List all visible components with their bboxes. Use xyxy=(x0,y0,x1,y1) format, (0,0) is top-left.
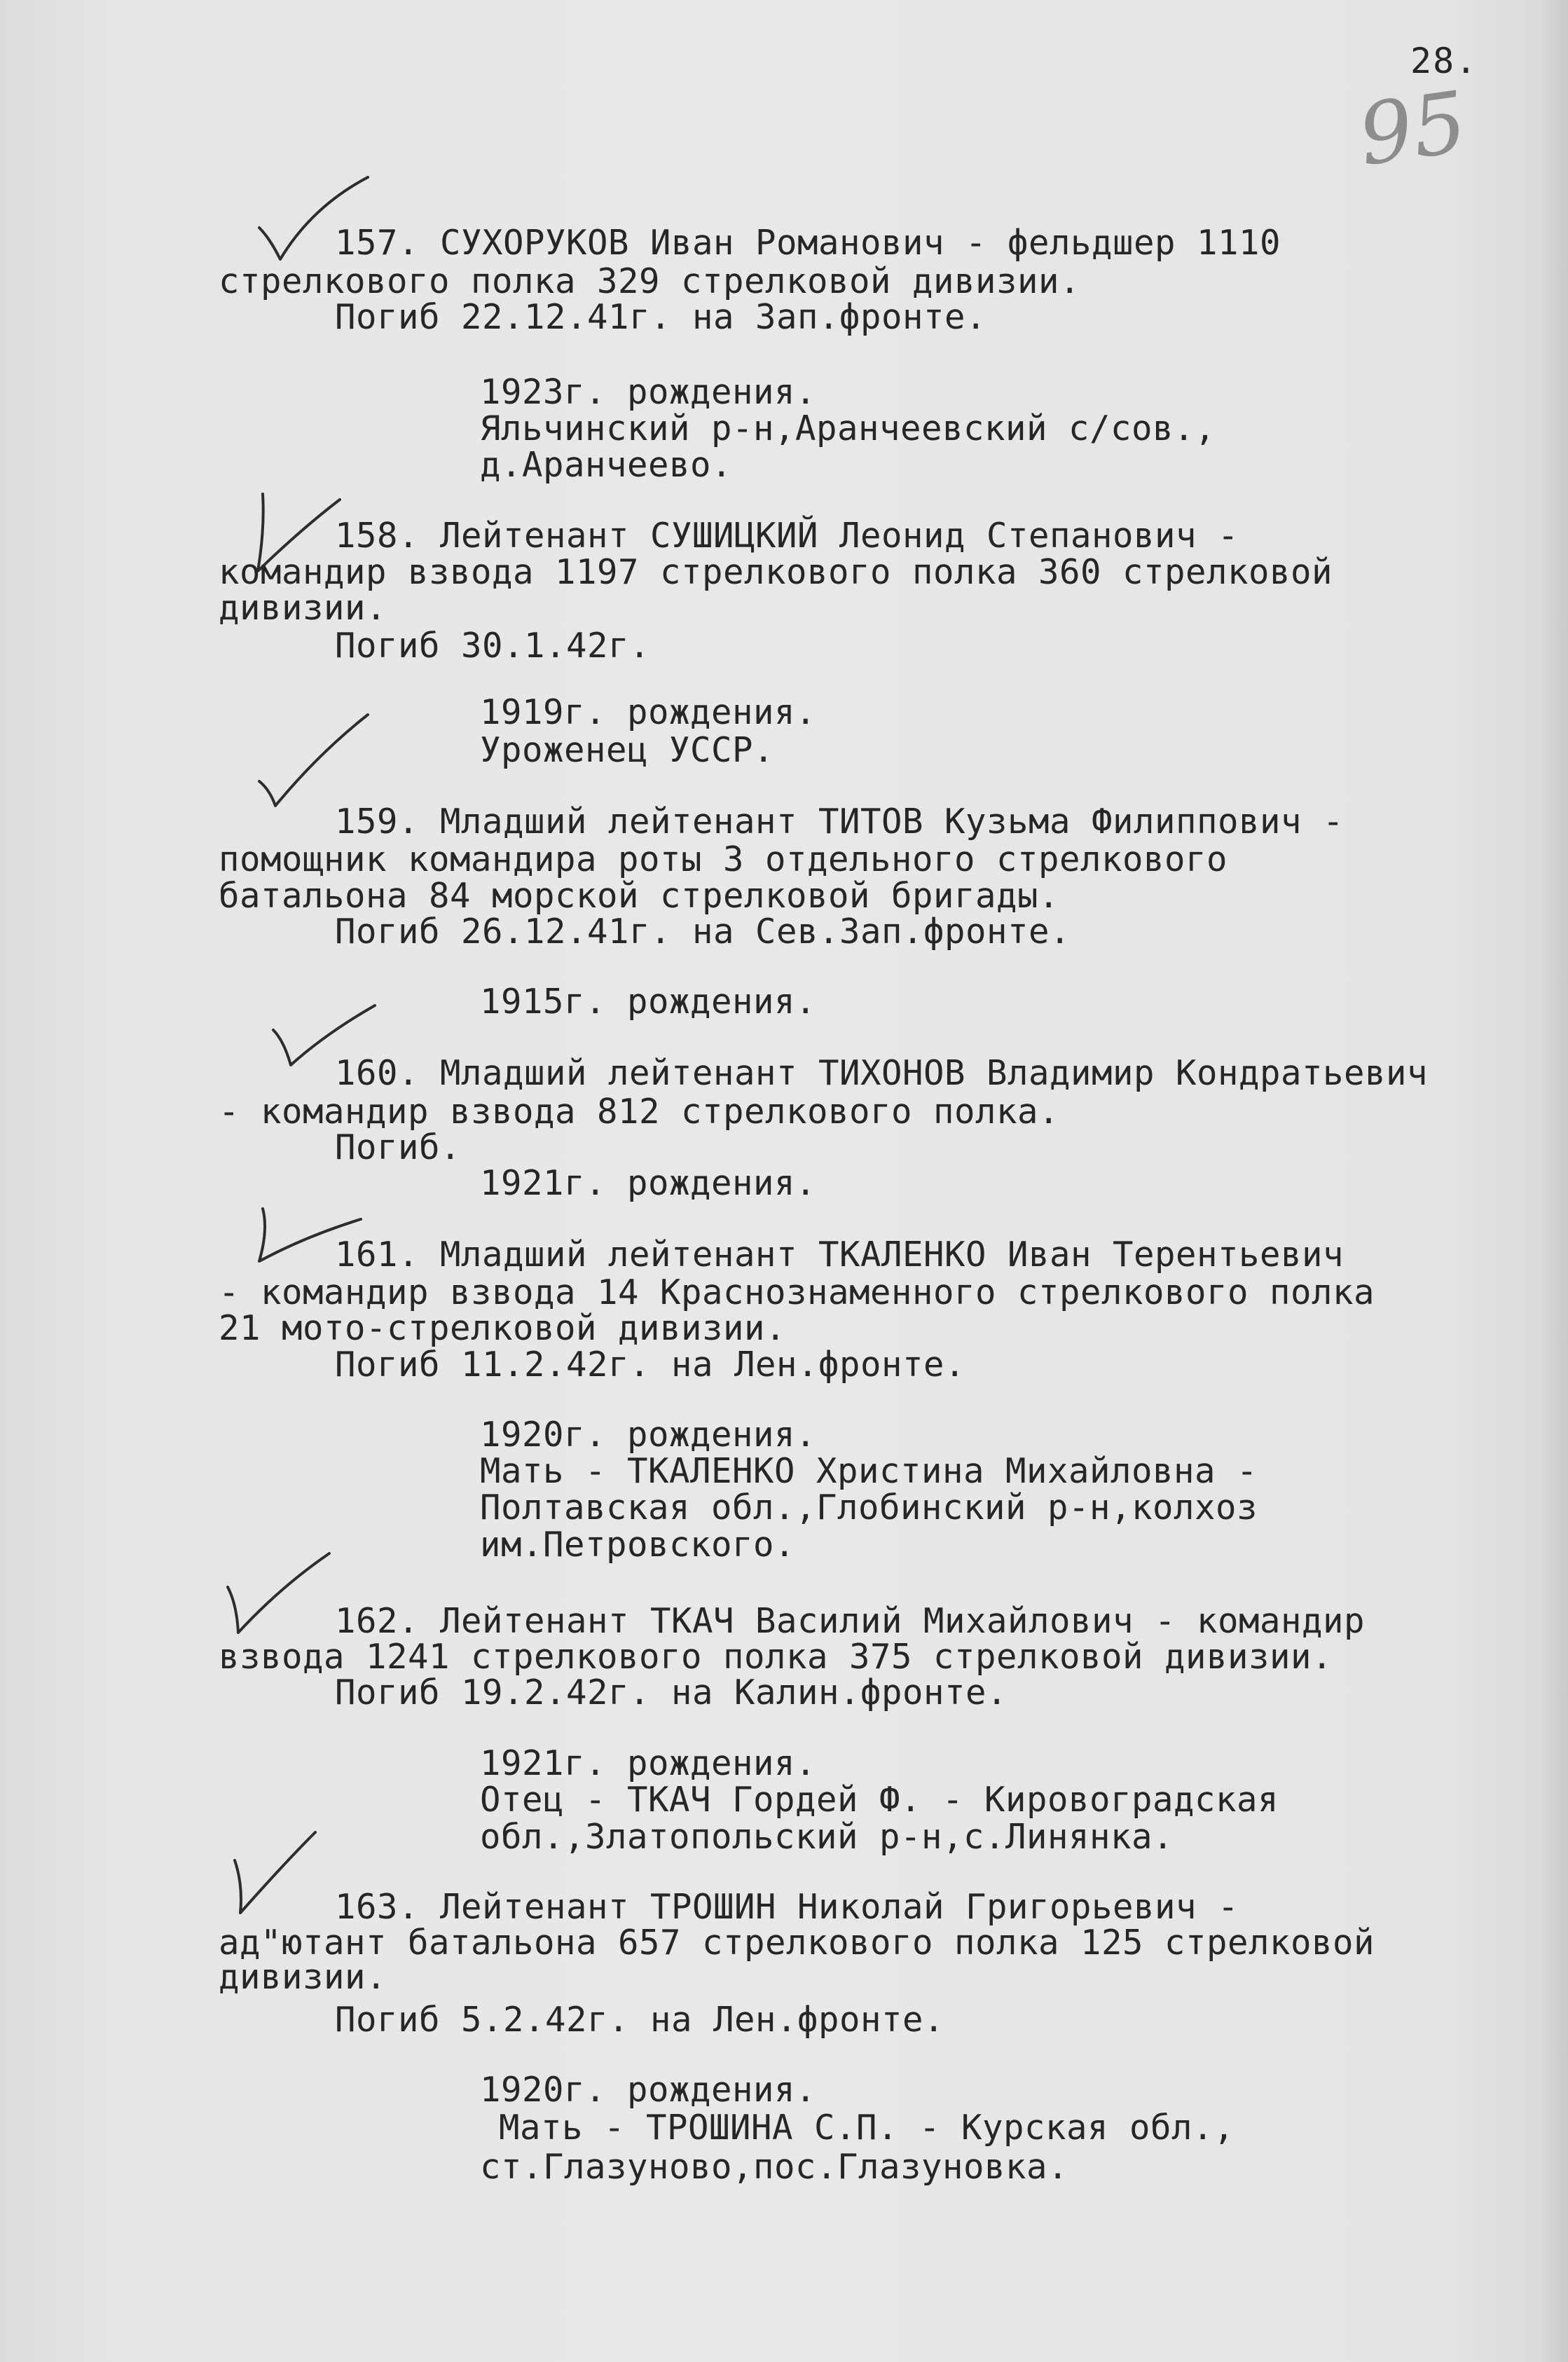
entry-159-death: Погиб 26.12.41г. на Сев.Зап.фронте. xyxy=(335,912,1071,952)
entry-159-birth: 1915г. рождения. xyxy=(480,982,817,1022)
entry-163-relative: Мать - ТРОШИНА С.П. - Курская обл., xyxy=(499,2108,1235,2148)
entry-163-unit-2: дивизии. xyxy=(219,1957,387,1997)
entry-163-death: Погиб 5.2.42г. на Лен.фронте. xyxy=(335,2000,945,2040)
entry-158-unit: командир взвода 1197 стрелкового полка 360 стрелковой xyxy=(219,552,1333,592)
checkmark-icon xyxy=(221,1822,347,1920)
entry-158-death: Погиб 30.1.42г. xyxy=(335,626,651,666)
entry-161-relative: Мать - ТКАЛЕНКО Христина Михайловна - xyxy=(480,1451,1258,1491)
entry-160-birth: 1921г. рождения. xyxy=(480,1163,817,1203)
entry-157-heading: 157. СУХОРУКОВ Иван Романович - фельдшер 1110 xyxy=(335,223,1281,263)
entry-158-origin: Уроженец УССР. xyxy=(480,730,775,770)
entry-160-unit: - командир взвода 812 стрелкового полка. xyxy=(219,1092,1060,1132)
entry-161-death: Погиб 11.2.42г. на Лен.фронте. xyxy=(335,1345,966,1385)
entry-163-address: ст.Глазуново,пос.Глазуновка. xyxy=(480,2147,1069,2187)
page-number: 28. xyxy=(1410,41,1478,81)
entry-162-death: Погиб 19.2.42г. на Калин.фронте. xyxy=(335,1673,1008,1712)
entry-157-unit: стрелкового полка 329 стрелковой дивизии. xyxy=(219,261,1081,301)
entry-160-death: Погиб. xyxy=(335,1127,462,1167)
entry-159-heading: 159. Младший лейтенант ТИТОВ Кузьма Филиппович - xyxy=(335,802,1345,842)
entry-158-birth: 1919г. рождения. xyxy=(480,692,817,732)
entry-157-place-2: д.Аранчеево. xyxy=(480,445,733,485)
entry-161-unit: - командир взвода 14 Краснознаменного стрелкового полка xyxy=(219,1272,1375,1312)
entry-159-unit-2: батальона 84 морской стрелковой бригады. xyxy=(219,876,1060,916)
entry-162-address: обл.,Златопольский р-н,с.Линянка. xyxy=(480,1817,1174,1857)
entry-161-unit-2: 21 мото-стрелковой дивизии. xyxy=(219,1308,787,1348)
checkmark-icon xyxy=(249,711,375,809)
entry-162-birth: 1921г. рождения. xyxy=(480,1743,817,1783)
entry-163-heading: 163. Лейтенант ТРОШИН Николай Григорьевич - xyxy=(335,1887,1239,1927)
entry-162-heading: 162. Лейтенант ТКАЧ Василий Михайлович - командир xyxy=(335,1601,1366,1641)
entry-158-heading: 158. Лейтенант СУШИЦКИЙ Леонид Степанович - xyxy=(335,516,1239,556)
entry-163-birth: 1920г. рождения. xyxy=(480,2070,817,2110)
entry-162-unit: взвода 1241 стрелкового полка 375 стрелковой дивизии. xyxy=(219,1637,1333,1677)
entry-161-heading: 161. Младший лейтенант ТКАЛЕНКО Иван Терентьевич xyxy=(335,1235,1345,1275)
entry-159-unit: помощник командира роты 3 отдельного стрелкового xyxy=(219,839,1228,879)
entry-161-address-2: им.Петровского. xyxy=(480,1525,796,1565)
entry-157-death: Погиб 22.12.41г. на Зап.фронте. xyxy=(335,297,987,337)
pencil-page-annotation: 95 xyxy=(1353,74,1473,185)
entry-161-address: Полтавская обл.,Глобинский р-н,колхоз xyxy=(480,1488,1258,1527)
page-edge-shadow xyxy=(1544,0,1568,2362)
entry-157-birth: 1923г. рождения. xyxy=(480,372,817,412)
entry-163-unit: ад"ютант батальона 657 стрелкового полка 125 стрелковой xyxy=(219,1923,1375,1963)
entry-161-birth: 1920г. рождения. xyxy=(480,1415,817,1455)
entry-158-unit-2: дивизии. xyxy=(219,588,387,628)
entry-162-relative: Отец - ТКАЧ Гордей Ф. - Кировоградская xyxy=(480,1780,1279,1820)
entry-160-heading: 160. Младший лейтенант ТИХОНОВ Владимир Кондратьевич xyxy=(335,1053,1429,1093)
checkmark-icon xyxy=(217,1545,343,1643)
entry-157-place: Яльчинский р-н,Аранчеевский с/сов., xyxy=(480,408,1216,448)
